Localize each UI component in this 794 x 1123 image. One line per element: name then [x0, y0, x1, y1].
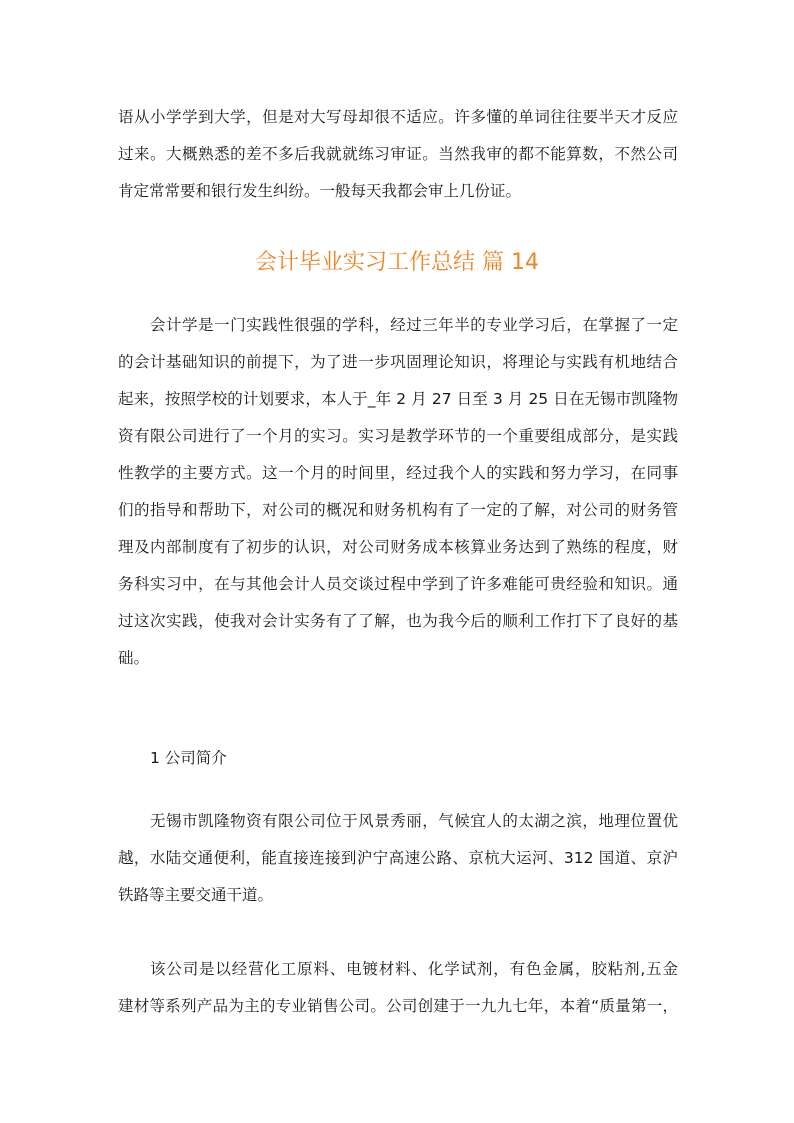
paragraph-line: 该公司是以经营化工原料、电镀材料、化学试剂，有色金属，胶粘剂,五金: [150, 960, 678, 978]
paragraph-line: 性教学的主要方式。这一个月的时间里，经过我个人的实践和努力学习，在同事: [118, 464, 678, 482]
paragraph-line: 肯定常常要和银行发生纠纷。一般每天我都会审上几份证。: [118, 182, 522, 200]
paragraph-line: 语从小学学到大学，但是对大写母却很不适应。许多懂的单词往往要半天才反应: [118, 108, 678, 126]
paragraph-line: 建材等系列产品为主的专业销售公司。公司创建于一九九七年，本着“质量第一，: [118, 997, 678, 1015]
section-title: 会计毕业实习工作总结 篇 14: [255, 250, 539, 275]
paragraph-line: 理及内部制度有了初步的认识，对公司财务成本核算业务达到了熟练的程度，财: [118, 538, 678, 556]
paragraph-line: 资有限公司进行了一个月的实习。实习是教学环节的一个重要组成部分，是实践: [118, 427, 678, 445]
intro-paragraph: [118, 99, 678, 210]
paragraph-3: [118, 951, 678, 1025]
paragraph-2: [118, 803, 678, 914]
paragraph-line: 会计学是一门实践性很强的学科，经过三年半的专业学习后，在掌握了一定: [150, 316, 678, 334]
paragraph-line: 的会计基础知识的前提下，为了进一步巩固理论知识，将理论与实践有机地结合: [118, 353, 678, 371]
paragraph-line: 过来。大概熟悉的差不多后我就就练习审证。当然我审的都不能算数，不然公司: [118, 145, 678, 163]
paragraph-1: [118, 307, 678, 677]
paragraph-line: 过这次实践，使我对会计实务有了了解，也为我今后的顺利工作打下了良好的基: [118, 612, 678, 630]
paragraph-line: 越，水陆交通便利，能直接连接到沪宁高速公路、京杭大运河、312 国道、京沪: [118, 849, 678, 867]
paragraph-line: 起来，按照学校的计划要求，本人于_年 2 月 27 日至 3 月 25 日在无锡市凯隆物: [118, 390, 678, 408]
subheading: [118, 740, 678, 777]
paragraph-line: 铁路等主要交通干道。: [118, 886, 274, 904]
subheading-text: 1 公司简介: [150, 749, 227, 767]
paragraph-line: 们的指导和帮助下，对公司的概况和财务机构有了一定的了解，对公司的财务管: [118, 501, 678, 519]
paragraph-line: 础。: [118, 649, 150, 667]
paragraph-line: 务科实习中，在与其他会计人员交谈过程中学到了许多难能可贵经验和知识。通: [118, 575, 678, 593]
paragraph-line: 无锡市凯隆物资有限公司位于风景秀丽，气候宜人的太湖之滨，地理位置优: [150, 812, 678, 830]
